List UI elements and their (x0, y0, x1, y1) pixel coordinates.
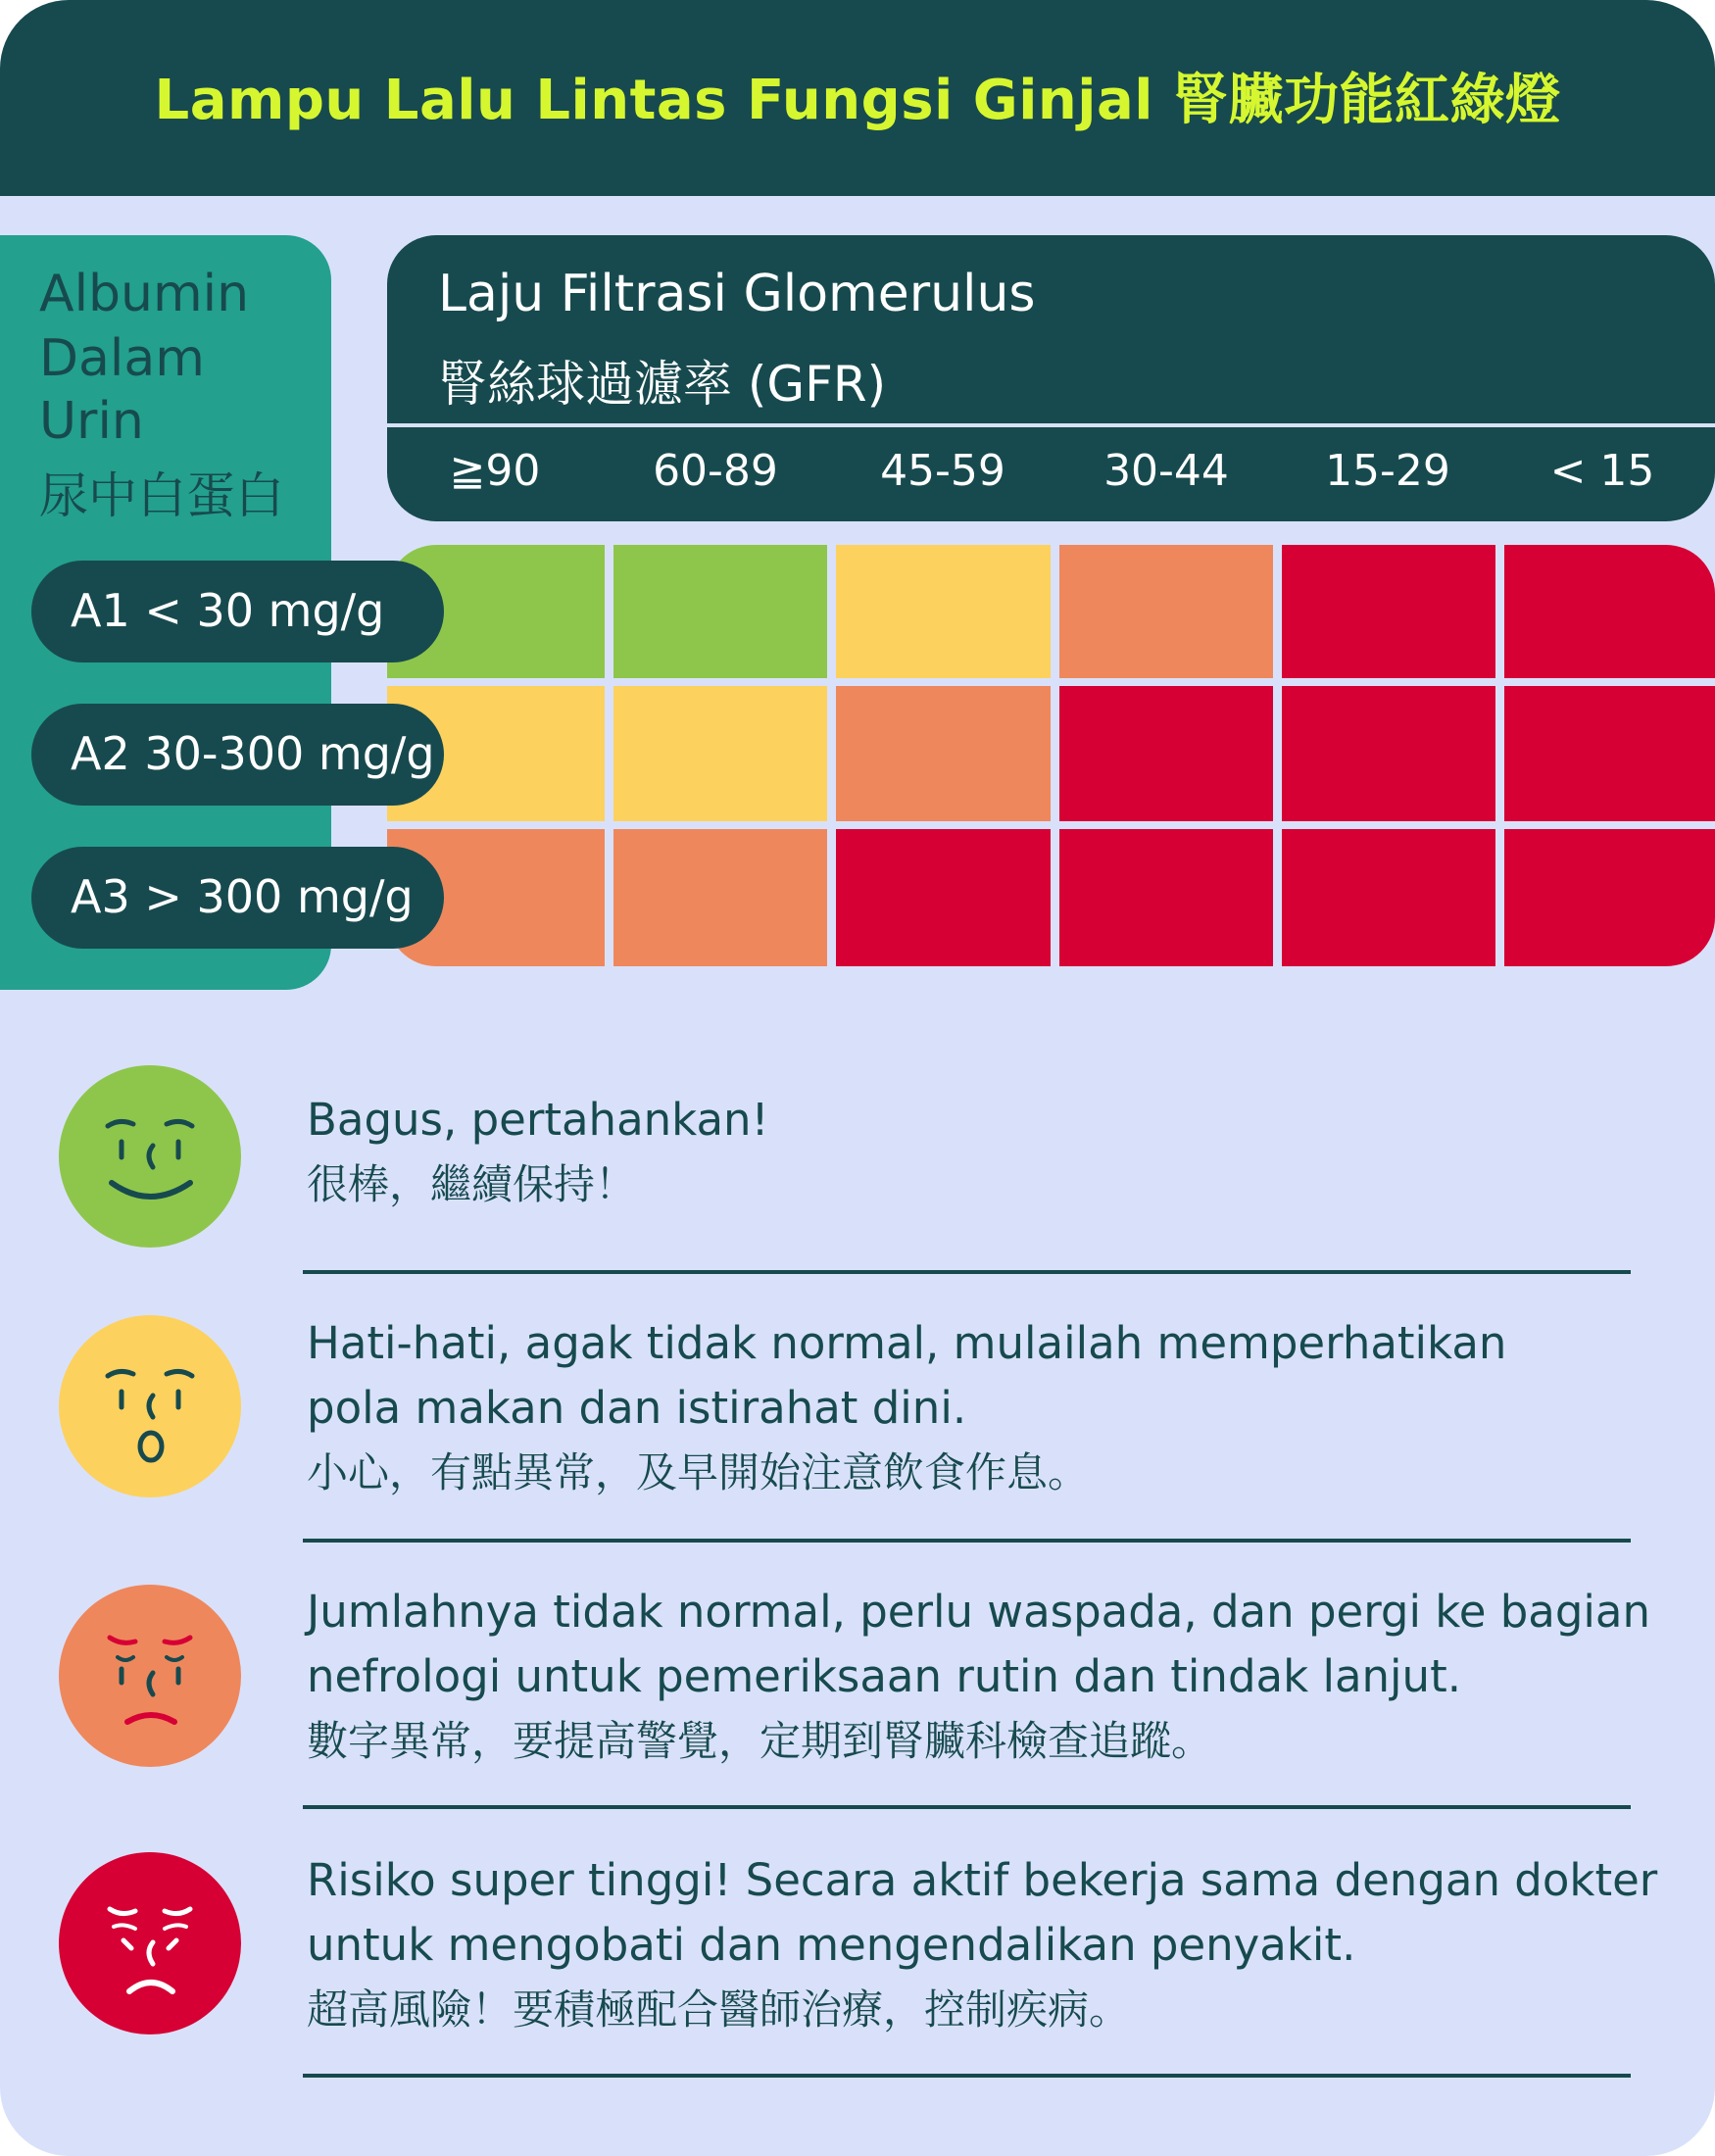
gfr-column-label: 30-44 (1103, 446, 1229, 496)
albumin-label-line1: Albumin (39, 265, 250, 323)
grid-cell-yellow (836, 545, 1051, 678)
gfr-column-label: 60-89 (653, 446, 778, 496)
gfr-divider (387, 423, 1715, 427)
smiling-face-icon (59, 1065, 241, 1248)
risk-grid (387, 545, 1715, 966)
gfr-column-label: ≧90 (449, 446, 541, 496)
grid-cell-red (1059, 686, 1273, 821)
gfr-column-label: 15-29 (1325, 446, 1450, 496)
grid-cell-red (1504, 829, 1715, 966)
legend-message (307, 1311, 1506, 1505)
legend-divider (303, 2074, 1631, 2078)
legend-message-chinese: 小心，有點異常，及早開始注意飲食作息。 (307, 1448, 1090, 1496)
surprised-face-icon (59, 1315, 241, 1497)
legend-divider (303, 1805, 1631, 1809)
legend-message-line: Risiko super tinggi! Secara aktif bekerja sama dengan dokter (307, 1854, 1658, 1906)
gfr-subtitle: 腎絲球過濾率 (GFR) (438, 356, 887, 413)
grid-cell-red (1504, 686, 1715, 821)
title-bar (0, 0, 1715, 196)
grid-cell-red (836, 829, 1051, 966)
legend-message-line: untuk mengobati dan mengendalikan penyakit. (307, 1919, 1356, 1971)
page-title: Lampu Lalu Lintas Fungsi Ginjal 腎臟功能紅綠燈 (154, 69, 1561, 132)
albumin-row-label: A3 > 300 mg/g (71, 870, 414, 923)
albumin-label-line3: Urin (39, 392, 144, 451)
grid-cell-orange (613, 829, 827, 966)
legend-message (307, 1088, 769, 1217)
grid-cell-red (1504, 545, 1715, 678)
grid-cell-red (1282, 829, 1495, 966)
legend-message-line: pola makan dan istirahat dini. (307, 1382, 967, 1434)
legend-message-line: Hati-hati, agak tidak normal, mulailah memperhatikan (307, 1317, 1507, 1369)
albumin-row-label: A1 < 30 mg/g (71, 584, 385, 637)
legend-message (307, 1580, 1650, 1774)
legend-message (307, 1848, 1657, 2042)
albumin-label-chinese: 尿中白蛋白 (39, 467, 284, 524)
grid-cell-orange (1059, 545, 1273, 678)
grid-cell-red (1282, 686, 1495, 821)
albumin-label-line2: Dalam (39, 329, 205, 388)
grid-cell-red (1059, 829, 1273, 966)
gfr-title: Laju Filtrasi Glomerulus (438, 265, 1036, 323)
legend-message-chinese: 超高風險！要積極配合醫師治療，控制疾病。 (307, 1985, 1131, 2034)
legend-divider (303, 1270, 1631, 1274)
grid-cell-yellow (613, 686, 827, 821)
legend-message-line: Bagus, pertahankan! (307, 1094, 769, 1146)
legend-message-chinese: 數字異常，要提高警覺，定期到腎臟科檢查追蹤。 (307, 1717, 1213, 1765)
legend-message-line: nefrologi untuk pemeriksaan rutin dan tindak lanjut. (307, 1650, 1462, 1702)
legend-message-line: Jumlahnya tidak normal, perlu waspada, dan pergi ke bagian (307, 1586, 1651, 1638)
gfr-column-label: < 15 (1549, 446, 1655, 496)
grid-cell-red (1282, 545, 1495, 678)
grid-cell-orange (836, 686, 1051, 821)
distressed-face-icon (59, 1852, 241, 2034)
legend-divider (303, 1539, 1631, 1543)
albumin-row-label: A2 30-300 mg/g (71, 727, 435, 780)
grid-cell-green (613, 545, 827, 678)
frowning-face-icon (59, 1585, 241, 1767)
legend-message-chinese: 很棒，繼續保持！ (307, 1160, 637, 1208)
gfr-column-label: 45-59 (880, 446, 1005, 496)
